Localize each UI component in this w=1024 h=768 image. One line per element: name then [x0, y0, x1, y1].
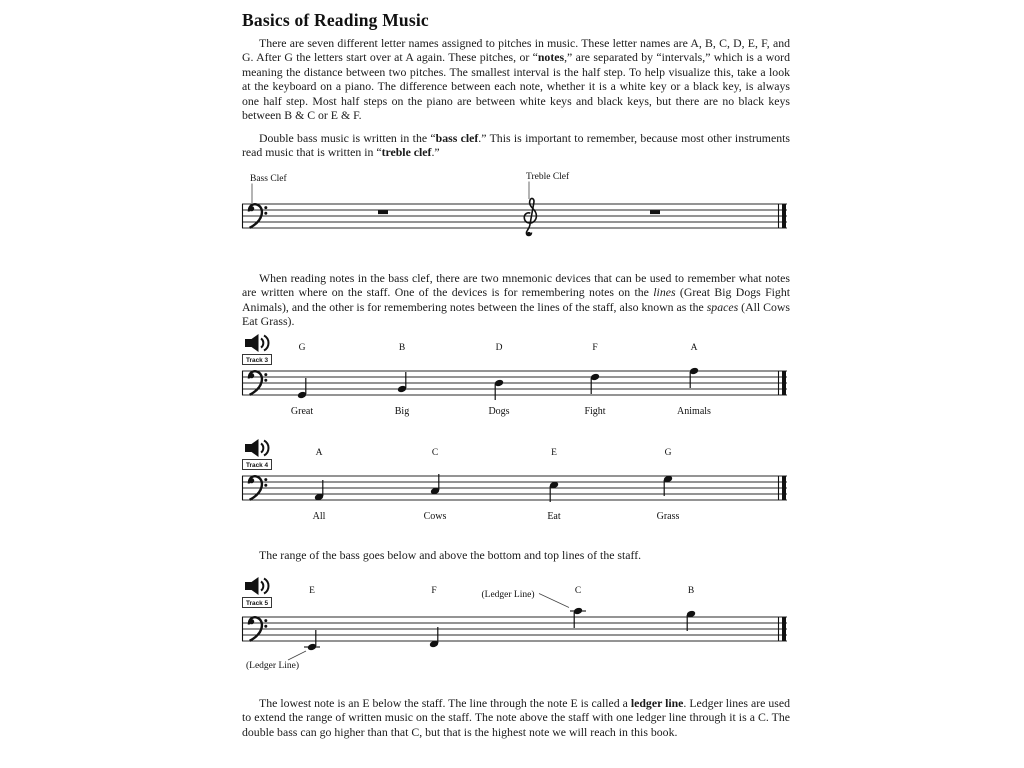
- track-badge-label: Track 4: [245, 462, 269, 469]
- treble-clef-label: Treble Clef: [526, 172, 570, 182]
- track5-staff: [242, 576, 787, 682]
- paragraph-mnemonics: [242, 271, 790, 329]
- track3-staff: [242, 333, 787, 423]
- mnemonic-word: Fight: [584, 406, 606, 417]
- track4-staff: [242, 438, 787, 528]
- note-letter: G: [298, 343, 306, 353]
- speaker-icon: [245, 577, 269, 595]
- speaker-icon: [245, 439, 269, 457]
- text-segment: There are seven different letter names assigned to pitches in music. These letter names are A, B, C, D, E, F, and G. After G the letters start over at A again. These pitches, or “: [242, 36, 790, 65]
- mnemonic-word: Animals: [677, 406, 711, 417]
- text-segment: When reading notes in the bass clef, there are two mnemonic devices that can be used to remember what notes are written where on the staff. One of the devices is for remembering notes on the: [242, 271, 790, 300]
- mnemonic-word: Dogs: [488, 406, 510, 417]
- whole-rest-icon: [378, 210, 388, 214]
- track-badge: [243, 355, 272, 365]
- staff-lines: [242, 204, 787, 228]
- mnemonic-word: Cows: [423, 511, 447, 522]
- ledger-line-label-upper: (Ledger Line): [481, 590, 535, 600]
- mnemonic-word: Eat: [547, 511, 561, 522]
- clef-comparison-staff: [242, 170, 787, 244]
- speaker-icon: [245, 334, 269, 352]
- text-segment: ,” are separated by “intervals,” which is a word meaning the distance between two pitches. The smallest interval is the half step. To help visualize this, take a look at the keyboard on a piano. The difference between each note, whether it is a white key or a black key, is always one half step. Most half steps on the piano are between white keys and black keys, but there are no black keys between B & C or E & F.: [242, 50, 790, 123]
- text-segment: .”: [431, 145, 440, 160]
- term-bass-clef: bass clef: [435, 131, 479, 145]
- quarter-note-A: [314, 480, 324, 501]
- note-letter: F: [431, 586, 437, 596]
- note-letter: C: [431, 448, 439, 458]
- note-letter: C: [574, 586, 582, 596]
- mnemonic-word: Grass: [656, 511, 680, 522]
- staff-lines: [242, 617, 787, 641]
- text-segment: Double bass music is written in the “: [259, 131, 436, 145]
- paragraph-clefs: [242, 131, 790, 160]
- page-title: Basics of Reading Music: [242, 10, 429, 30]
- note-letter: G: [664, 448, 672, 458]
- ledger-pointer-line-upper: [539, 594, 569, 608]
- note-letter: A: [690, 343, 698, 353]
- track-badge-label: Track 5: [245, 600, 269, 607]
- quarter-note-C: [430, 474, 440, 495]
- term-notes: notes: [537, 50, 565, 65]
- text-segment: (All Cows Eat Grass).: [242, 299, 790, 329]
- paragraph-ledger: [242, 696, 790, 739]
- quarter-note-E: [549, 481, 559, 502]
- ledger-line-label-lower: (Ledger Line): [246, 661, 300, 671]
- term-spaces: spaces: [706, 299, 739, 314]
- note-letter: A: [315, 448, 323, 458]
- ledger-pointer-line-lower: [288, 651, 306, 660]
- staff-lines: [242, 476, 787, 500]
- bass-clef-label: Bass Clef: [250, 174, 287, 184]
- note-letter: F: [592, 343, 598, 353]
- mnemonic-word: All: [312, 511, 326, 522]
- staff-lines: [242, 371, 787, 395]
- text-segment: The range of the bass goes below and above the bottom and top lines of the staff.: [259, 548, 642, 562]
- paragraph-range: [242, 548, 790, 562]
- quarter-note-low-F: [429, 627, 439, 648]
- quarter-note-high-B: [686, 610, 696, 631]
- note-letter: B: [398, 343, 406, 353]
- note-letter: E: [551, 448, 557, 458]
- text-segment: .” This is important to remember, because most other instruments read music that is written in “: [242, 131, 790, 160]
- track-badge-label: Track 3: [245, 357, 269, 364]
- mnemonic-word: Great: [290, 406, 314, 417]
- term-treble-clef: treble clef: [381, 145, 432, 160]
- track-badge: [243, 598, 272, 608]
- note-letter: E: [309, 586, 315, 596]
- whole-rest-icon: [650, 210, 660, 214]
- term-lines: lines: [653, 285, 676, 300]
- note-letter: D: [495, 343, 503, 353]
- quarter-note-G: [663, 475, 673, 496]
- mnemonic-word: Big: [394, 406, 410, 417]
- text-segment: . Ledger lines are used to extend the range of written music on the staff. The note above the staff with one ledger line through it is a C. The double bass can go higher than that C, but that is the highest note we will reach in this book.: [242, 696, 790, 739]
- term-ledger-line: ledger line: [630, 696, 684, 710]
- note-letter: B: [687, 586, 695, 596]
- track-badge: [243, 460, 272, 470]
- text-segment: The lowest note is an E below the staff. The line through the note E is called a: [259, 696, 631, 710]
- text-segment: (Great Big Dogs Fight Animals), and the other is for remembering notes between the lines of the staff, also known as the: [242, 285, 790, 314]
- paragraph-intro: [242, 36, 790, 122]
